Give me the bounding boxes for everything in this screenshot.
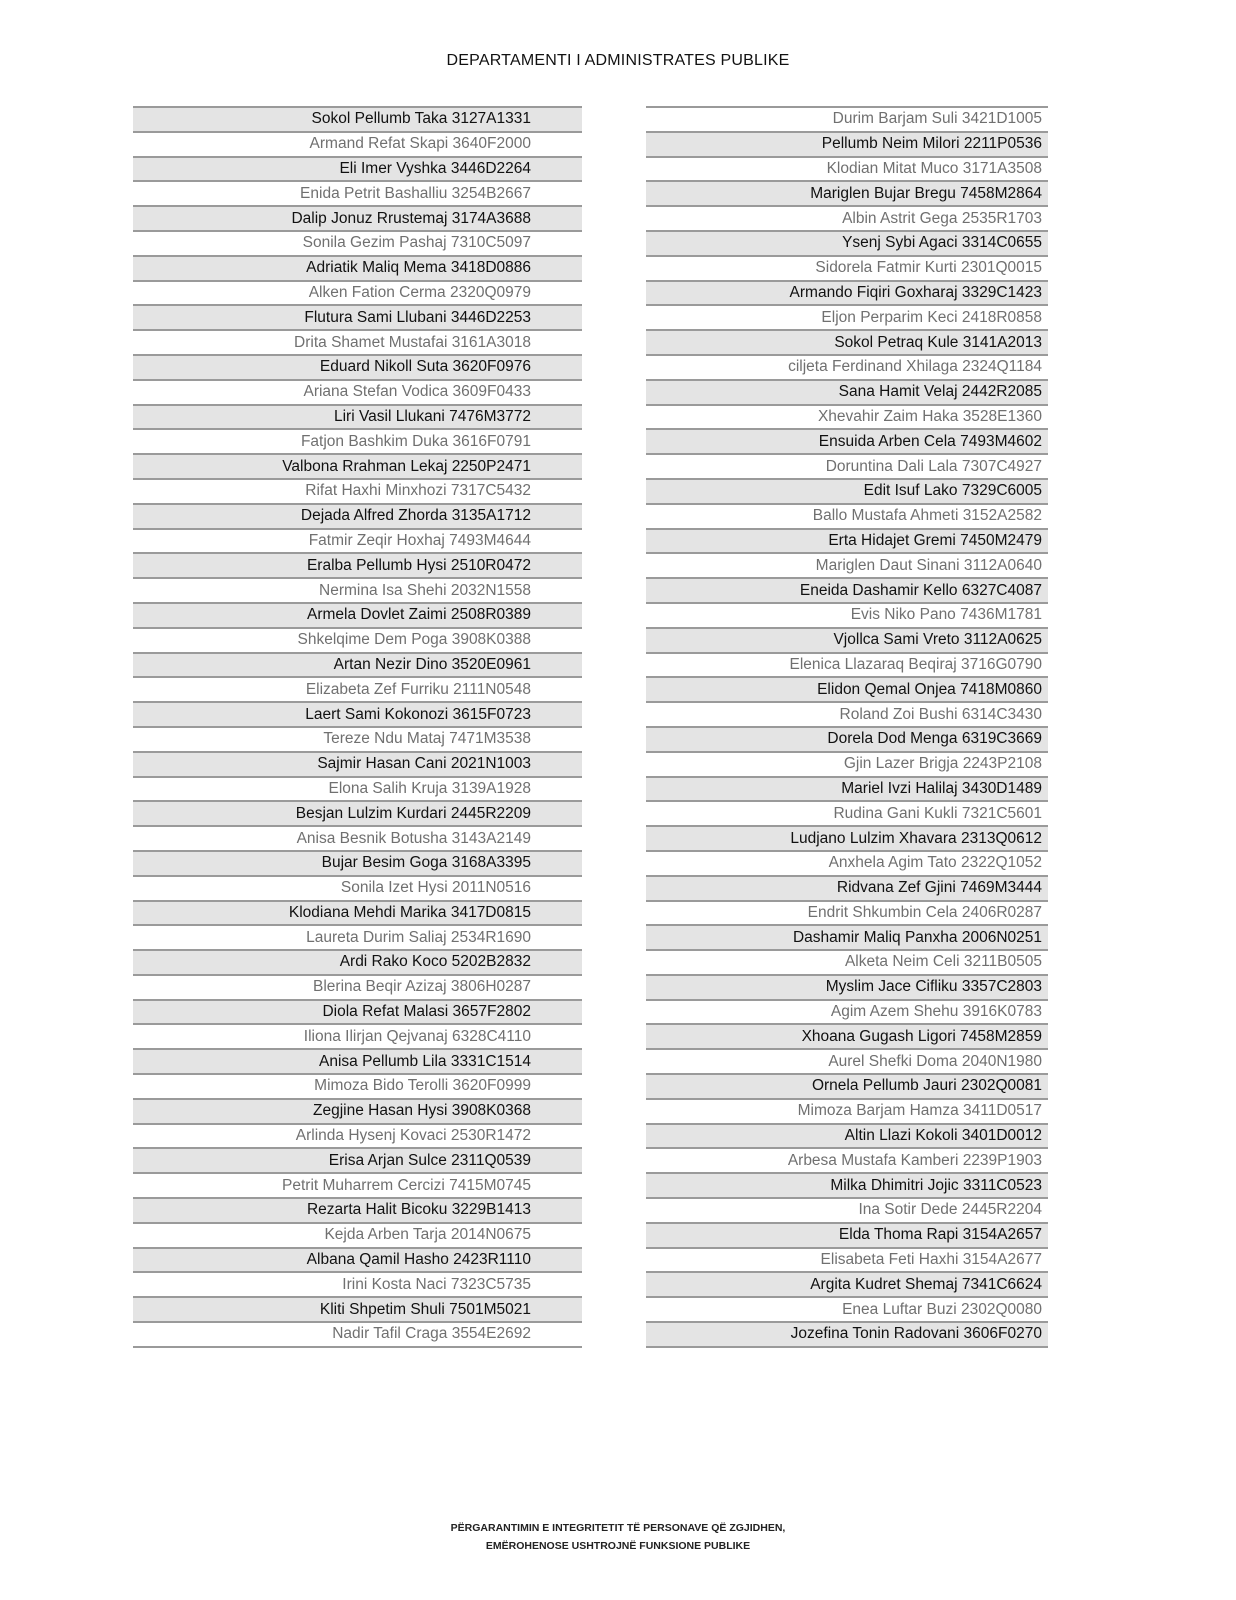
name-row: Nermina Isa Shehi 2032N1558 [133,577,582,602]
name-row: Roland Zoi Bushi 6314C3430 [646,701,1048,726]
name-row: Klodiana Mehdi Marika 3417D0815 [133,900,582,925]
name-row: Armando Fiqiri Goxharaj 3329C1423 [646,280,1048,305]
name-row: Elisabeta Feti Haxhi 3154A2677 [646,1247,1048,1272]
name-row: Endrit Shkumbin Cela 2406R0287 [646,900,1048,925]
name-row: Ballo Mustafa Ahmeti 3152A2582 [646,503,1048,528]
name-row: Kliti Shpetim Shuli 7501M5021 [133,1296,582,1321]
name-row: Eljon Perparim Keci 2418R0858 [646,304,1048,329]
name-row: Argita Kudret Shemaj 7341C6624 [646,1271,1048,1296]
name-row: Altin Llazi Kokoli 3401D0012 [646,1123,1048,1148]
name-row: Valbona Rrahman Lekaj 2250P2471 [133,453,582,478]
name-row: Enea Luftar Buzi 2302Q0080 [646,1296,1048,1321]
right-name-column [646,106,1048,1348]
name-row: Alketa Neim Celi 3211B0505 [646,949,1048,974]
name-row: Elizabeta Zef Furriku 2111N0548 [133,676,582,701]
name-row: Elidon Qemal Onjea 7418M0860 [646,676,1048,701]
name-row: Armela Dovlet Zaimi 2508R0389 [133,602,582,627]
name-row: Aurel Shefki Doma 2040N1980 [646,1048,1048,1073]
name-row: Bujar Besim Goga 3168A3395 [133,850,582,875]
name-row: Jozefina Tonin Radovani 3606F0270 [646,1321,1048,1346]
name-row: Sajmir Hasan Cani 2021N1003 [133,751,582,776]
name-row: Mariel Ivzi Halilaj 3430D1489 [646,776,1048,801]
name-row: Adriatik Maliq Mema 3418D0886 [133,255,582,280]
name-row: Fatmir Zeqir Hoxhaj 7493M4644 [133,528,582,553]
name-row: Sokol Pellumb Taka 3127A1331 [133,106,582,131]
name-row: Sokol Petraq Kule 3141A2013 [646,329,1048,354]
name-row: Ridvana Zef Gjini 7469M3444 [646,875,1048,900]
name-row: Edit Isuf Lako 7329C6005 [646,478,1048,503]
footer [0,1519,1236,1555]
name-row: Anisa Pellumb Lila 3331C1514 [133,1048,582,1073]
name-row: Irini Kosta Naci 7323C5735 [133,1271,582,1296]
name-row: Drita Shamet Mustafai 3161A3018 [133,329,582,354]
name-row: Laureta Durim Saliaj 2534R1690 [133,924,582,949]
name-row: Eneida Dashamir Kello 6327C4087 [646,577,1048,602]
name-row: Xhevahir Zaim Haka 3528E1360 [646,404,1048,429]
name-row: Anxhela Agim Tato 2322Q1052 [646,850,1048,875]
name-row: Artan Nezir Dino 3520E0961 [133,652,582,677]
name-row: Dalip Jonuz Rrustemaj 3174A3688 [133,205,582,230]
name-row: Ysenj Sybi Agaci 3314C0655 [646,230,1048,255]
name-row: Erta Hidajet Gremi 7450M2479 [646,528,1048,553]
name-row: Myslim Jace Cifliku 3357C2803 [646,974,1048,999]
name-row: Dejada Alfred Zhorda 3135A1712 [133,503,582,528]
name-row: Vjollca Sami Vreto 3112A0625 [646,627,1048,652]
name-row: Besjan Lulzim Kurdari 2445R2209 [133,800,582,825]
name-row: Erisa Arjan Sulce 2311Q0539 [133,1147,582,1172]
name-row: Sonila Izet Hysi 2011N0516 [133,875,582,900]
name-row: Elenica Llazaraq Beqiraj 3716G0790 [646,652,1048,677]
name-row: Ina Sotir Dede 2445R2204 [646,1197,1048,1222]
name-row: Shkelqime Dem Poga 3908K0388 [133,627,582,652]
name-row: Anisa Besnik Botusha 3143A2149 [133,825,582,850]
name-row: Ludjano Lulzim Xhavara 2313Q0612 [646,825,1048,850]
name-row: Dorela Dod Menga 6319C3669 [646,726,1048,751]
name-row: Iliona Ilirjan Qejvanaj 6328C4110 [133,1023,582,1048]
name-row: Elona Salih Kruja 3139A1928 [133,776,582,801]
name-row: Armand Refat Skapi 3640F2000 [133,131,582,156]
name-row: ciljeta Ferdinand Xhilaga 2324Q1184 [646,354,1048,379]
name-row: Ardi Rako Koco 5202B2832 [133,949,582,974]
left-name-column [133,106,582,1348]
name-row: Xhoana Gugash Ligori 7458M2859 [646,1023,1048,1048]
page-title: DEPARTAMENTI I ADMINISTRATES PUBLIKE [446,52,790,69]
name-row: Mariglen Daut Sinani 3112A0640 [646,552,1048,577]
name-row: Flutura Sami Llubani 3446D2253 [133,304,582,329]
name-row: Ensuida Arben Cela 7493M4602 [646,428,1048,453]
name-row: Laert Sami Kokonozi 3615F0723 [133,701,582,726]
name-row: Ornela Pellumb Jauri 2302Q0081 [646,1073,1048,1098]
name-row: Petrit Muharrem Cercizi 7415M0745 [133,1172,582,1197]
footer-line-1: PËRGARANTIMIN E INTEGRITETIT TË PERSONAVE QË ZGJIDHEN, [450,1522,786,1534]
name-row: Albin Astrit Gega 2535R1703 [646,205,1048,230]
name-row: Sonila Gezim Pashaj 7310C5097 [133,230,582,255]
name-row: Elda Thoma Rapi 3154A2657 [646,1222,1048,1247]
name-row: Arlinda Hysenj Kovaci 2530R1472 [133,1123,582,1148]
name-row: Enida Petrit Bashalliu 3254B2667 [133,180,582,205]
column-bottom-rule [133,1346,582,1348]
name-row: Kejda Arben Tarja 2014N0675 [133,1222,582,1247]
name-row: Evis Niko Pano 7436M1781 [646,602,1048,627]
name-row: Eduard Nikoll Suta 3620F0976 [133,354,582,379]
name-row: Blerina Beqir Azizaj 3806H0287 [133,974,582,999]
name-row: Rifat Haxhi Minxhozi 7317C5432 [133,478,582,503]
name-row: Mimoza Barjam Hamza 3411D0517 [646,1098,1048,1123]
name-row: Pellumb Neim Milori 2211P0536 [646,131,1048,156]
name-row: Mariglen Bujar Bregu 7458M2864 [646,180,1048,205]
name-row: Zegjine Hasan Hysi 3908K0368 [133,1098,582,1123]
name-row: Diola Refat Malasi 3657F2802 [133,999,582,1024]
name-row: Ariana Stefan Vodica 3609F0433 [133,379,582,404]
name-row: Agim Azem Shehu 3916K0783 [646,999,1048,1024]
name-row: Albana Qamil Hasho 2423R1110 [133,1247,582,1272]
name-row: Sidorela Fatmir Kurti 2301Q0015 [646,255,1048,280]
name-row: Sana Hamit Velaj 2442R2085 [646,379,1048,404]
name-row: Dashamir Maliq Panxha 2006N0251 [646,924,1048,949]
name-row: Eralba Pellumb Hysi 2510R0472 [133,552,582,577]
name-row: Gjin Lazer Brigja 2243P2108 [646,751,1048,776]
name-row: Rudina Gani Kukli 7321C5601 [646,800,1048,825]
name-row: Rezarta Halit Bicoku 3229B1413 [133,1197,582,1222]
name-row: Durim Barjam Suli 3421D1005 [646,106,1048,131]
name-row: Doruntina Dali Lala 7307C4927 [646,453,1048,478]
name-row: Liri Vasil Llukani 7476M3772 [133,404,582,429]
name-row: Arbesa Mustafa Kamberi 2239P1903 [646,1147,1048,1172]
column-bottom-rule [646,1346,1048,1348]
name-row: Eli Imer Vyshka 3446D2264 [133,156,582,181]
name-row: Fatjon Bashkim Duka 3616F0791 [133,428,582,453]
name-row: Nadir Tafil Craga 3554E2692 [133,1321,582,1346]
name-row: Alken Fation Cerma 2320Q0979 [133,280,582,305]
name-row: Klodian Mitat Muco 3171A3508 [646,156,1048,181]
footer-line-2: EMËROHENOSE USHTROJNË FUNKSIONE PUBLIKE [485,1540,751,1552]
name-row: Milka Dhimitri Jojic 3311C0523 [646,1172,1048,1197]
name-row: Mimoza Bido Terolli 3620F0999 [133,1073,582,1098]
name-row: Tereze Ndu Mataj 7471M3538 [133,726,582,751]
